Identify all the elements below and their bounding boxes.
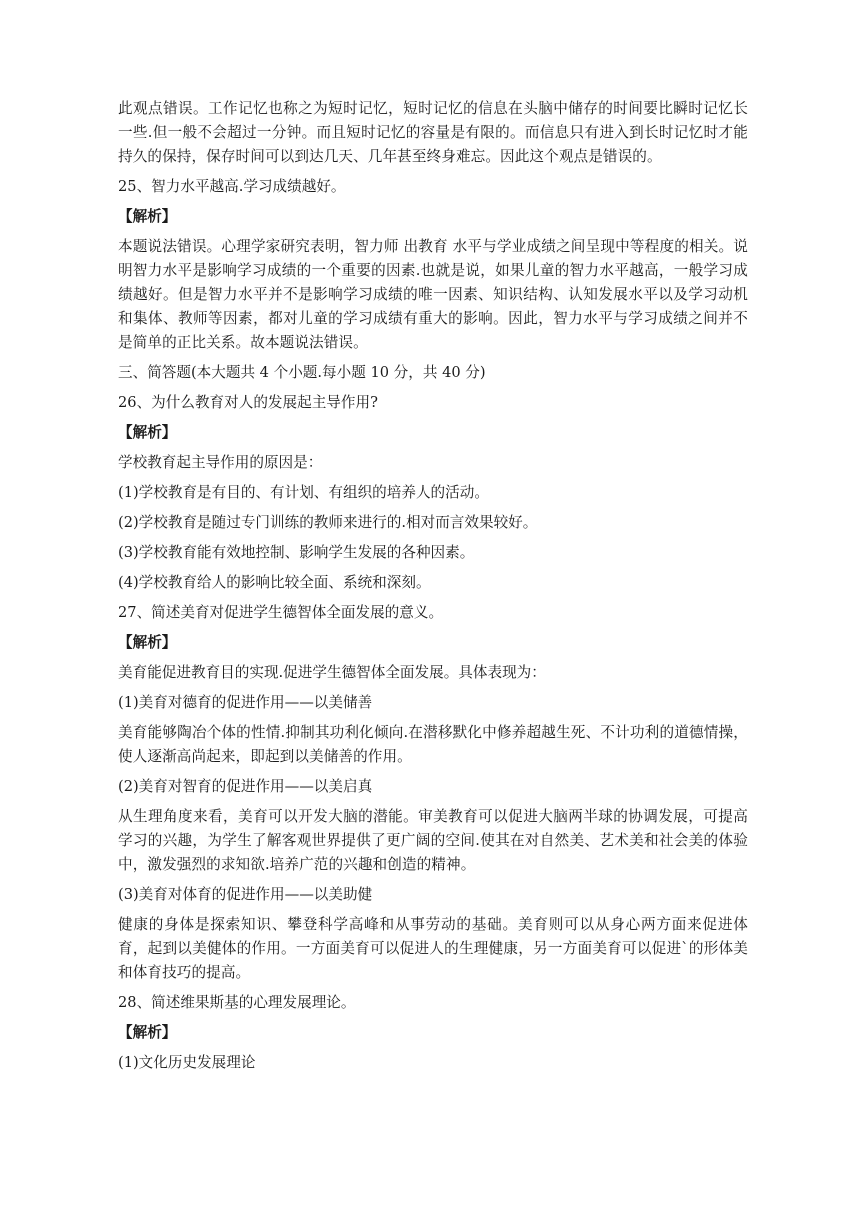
question-27: 27、简述美育对促进学生德智体全面发展的意义。: [118, 604, 444, 621]
answer-27-point-3-text: 健康的身体是探索知识、攀登科学高峰和从事劳动的基础。美育则可以从身心两方面来促进体育，起到以美健体的作用。一方面美育可以促进人的生理健康，另一方面美育可以促进`的形体美和体育技巧的提高。: [118, 916, 748, 981]
answer-28-point-1-title: (1)文化历史发展理论: [118, 1054, 256, 1071]
answer-27-point-1-text: 美育能够陶冶个体的性情.抑制其功利化倾向.在潜移默化中修养超越生死、不计功利的道德情操，使人逐渐高尚起来，即起到以美储善的作用。: [118, 724, 748, 765]
analysis-tag-27: 【解析】: [118, 634, 177, 651]
answer-27-point-3-title: (3)美育对体育的促进作用——以美助健: [118, 886, 373, 903]
analysis-tag-26: 【解析】: [118, 424, 177, 441]
answer-27-point-1-title: (1)美育对德育的促进作用——以美储善: [118, 694, 373, 711]
answer-27-intro: 美育能促进教育目的实现.促进学生德智体全面发展。具体表现为：: [118, 664, 546, 681]
paragraph-working-memory: 此观点错误。工作记忆也称之为短时记忆，短时记忆的信息在头脑中储存的时间要比瞬时记忆长一些.但一般不会超过一分钟。而且短时记忆的容量是有限的。而信息只有进入到长时记忆时才能持久的保持，保存时间可以到达几天、几年甚至终身难忘。因此这个观点是错误的。: [118, 100, 748, 165]
section-heading-3: 三、简答题(本大题共 4 个小题.每小题 10 分，共 40 分): [118, 364, 486, 381]
question-26: 26、为什么教育对人的发展起主导作用?: [118, 394, 378, 411]
answer-27-point-2-title: (2)美育对智育的促进作用——以美启真: [118, 778, 373, 795]
answer-26-point-2: (2)学校教育是随过专门训练的教师来进行的.相对而言效果较好。: [118, 514, 538, 531]
answer-26-point-1: (1)学校教育是有目的、有计划、有组织的培养人的活动。: [118, 484, 489, 501]
answer-25: 本题说法错误。心理学家研究表明，智力师 出教育 水平与学业成绩之间呈现中等程度的相关。说明智力水平是影响学习成绩的一个重要的因素.也就是说，如果儿童的智力水平越高，一般学习成绩越好。但是智力水平并不是影响学习成绩的唯一因素、知识结构、认知发展水平以及学习动机和集体、教师等因素，都对儿童的学习成绩有重大的影响。因此，智力水平与学习成绩之间并不是简单的正比关系。故本题说法错误。: [118, 238, 748, 351]
answer-26-point-3: (3)学校教育能有效地控制、影响学生发展的各种因素。: [118, 544, 475, 561]
question-28: 28、简述维果斯基的心理发展理论。: [118, 994, 356, 1011]
answer-26-intro: 学校教育起主导作用的原因是：: [118, 454, 323, 471]
document-page: [118, 97, 748, 1075]
analysis-tag-25: 【解析】: [118, 208, 177, 225]
answer-26-point-4: (4)学校教育给人的影响比较全面、系统和深刻。: [118, 574, 431, 591]
analysis-tag-28: 【解析】: [118, 1024, 177, 1041]
question-25: 25、智力水平越高.学习成绩越好。: [118, 178, 346, 195]
answer-27-point-2-text: 从生理角度来看，美育可以开发大脑的潜能。审美教育可以促进大脑两半球的协调发展，可提高学习的兴趣，为学生了解客观世界提供了更广阔的空间.使其在对自然美、艺术美和社会美的体验中，激发强烈的求知欲.培养广范的兴趣和创造的精神。: [118, 808, 748, 873]
